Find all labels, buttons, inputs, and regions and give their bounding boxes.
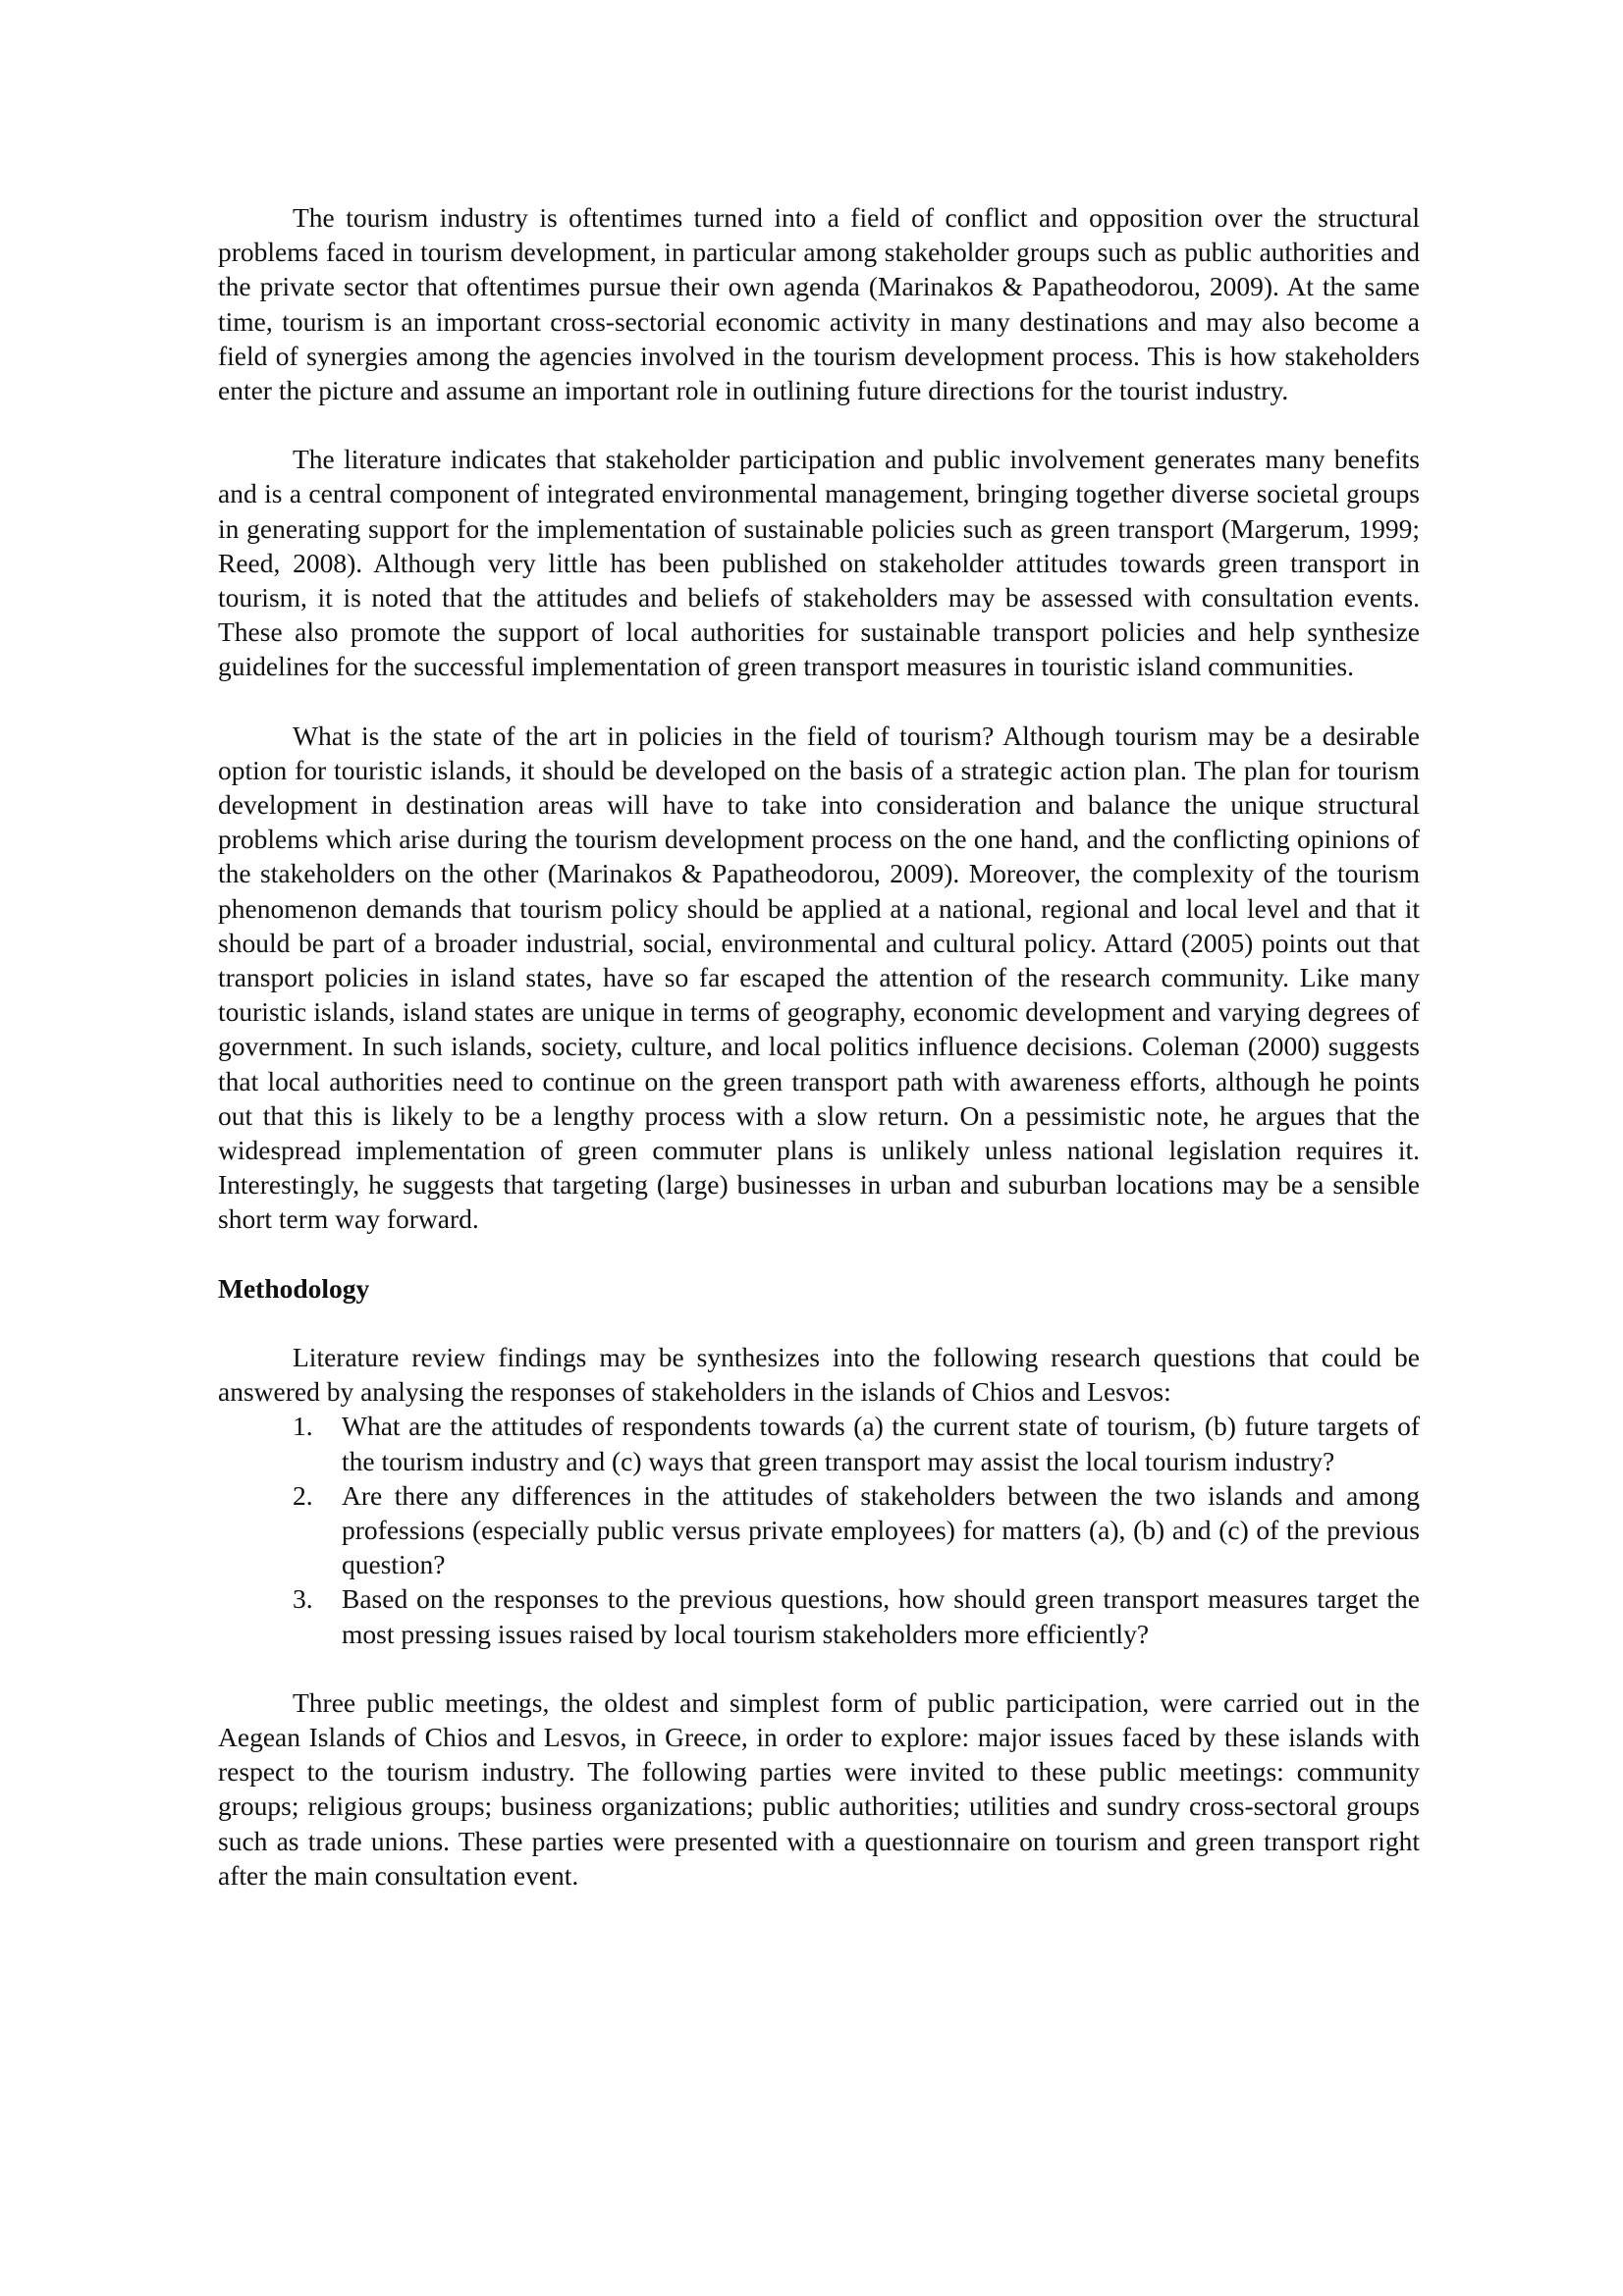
research-question-3 [218, 1581, 1420, 1650]
paragraph-public-meetings: Three public meetings, the oldest and simplest form of public participation, were carried out in the Aegean Islands of Chios and Lesvos, in Greece, in order to explore: major issues faced by these islands with respect to the tourism industry. The following parties were invited to these public meetings: community groups; religious groups; business organizations; public authorities; utilities and sundry cross-sectoral groups such as trade unions. These parties were presented with a questionnaire on tourism and green transport right after the main consultation event. [218, 1686, 1420, 1891]
list-number: 1. [293, 1411, 313, 1442]
question-text: Are there any differences in the attitudes of stakeholders between the two islands and among professions (especially public versus private employees) for matters (a), (b) and (c) of the previous question? [342, 1479, 1420, 1580]
question-text: What are the attitudes of respondents towards (a) the current state of tourism, (b) future targets of the tourism industry and (c) ways that green transport may assist the local tourism industry? [342, 1411, 1420, 1476]
paragraph-tourism-conflict: The tourism industry is oftentimes turned into a field of conflict and opposition over the structural problems faced in tourism development, in particular among stakeholder groups such as public authorities and the private sector that oftentimes pursue their own agenda (Marinakos & Papatheodorou, 2009). At the same time, tourism is an important cross-sectorial economic activity in many destinations and may also become a field of synergies among the agencies involved in the tourism development process. This is how stakeholders enter the picture and assume an important role in outlining future directions for the tourist industry. [218, 202, 1420, 406]
list-number: 3. [293, 1583, 313, 1615]
research-question-1 [218, 1409, 1420, 1477]
list-number: 2. [293, 1479, 313, 1511]
paragraph-state-of-the-art: What is the state of the art in policies in the field of tourism? Although tourism may be a desirable option for touristic islands, it should be developed on the basis of a strategic action plan. The plan for tourism development in destination areas will have to take into consideration and balance the unique structural problems which arise during the tourism development process on the one hand, and the conflicting opinions of the stakeholders on the other (Marinakos & Papatheodorou, 2009). Moreover, the complexity of the tourism phenomenon demands that tourism policy should be applied at a national, regional and local level and that it should be part of a broader industrial, social, environmental and cultural policy. Attard (2005) points out that transport policies in island states, have so far escaped the attention of the research community. Like many touristic islands, island states are unique in terms of geography, economic development and varying degrees of government. In such islands, society, culture, and local politics influence decisions. Coleman (2000) suggests that local authorities need to continue on the green transport path with awareness efforts, although he points out that this is likely to be a lengthy process with a slow return. On a pessimistic note, he argues that the widespread implementation of green commuter plans is unlikely unless national legislation requires it. Interestingly, he suggests that targeting (large) businesses in urban and suburban locations may be a sensible short term way forward. [218, 720, 1420, 1235]
document-page [218, 200, 1420, 1927]
research-question-2 [218, 1478, 1420, 1582]
paragraph-stakeholder-participation: The literature indicates that stakeholder participation and public involvement generates many benefits and is a central component of integrated environmental management, bringing together diverse societal groups in generating support for the implementation of sustainable policies such as green transport (Margerum, 1999; Reed, 2008). Although very little has been published on stakeholder attitudes towards green transport in tourism, it is noted that the attitudes and beliefs of stakeholders may be assessed with consultation events. These also promote the support of local authorities for sustainable transport policies and help synthesize guidelines for the successful implementation of green transport measures in touristic island communities. [218, 444, 1420, 682]
research-questions-list [218, 1409, 1420, 1650]
section-heading-methodology: Methodology [218, 1272, 370, 1304]
question-text: Based on the responses to the previous questions, how should green transport measures target the most pressing issues raised by local tourism stakeholders more efficiently? [342, 1583, 1420, 1649]
paragraph-methodology-intro: Literature review findings may be synthesizes into the following research questions that could be answered by analysing the responses of stakeholders in the islands of Chios and Lesvos: [218, 1341, 1420, 1408]
